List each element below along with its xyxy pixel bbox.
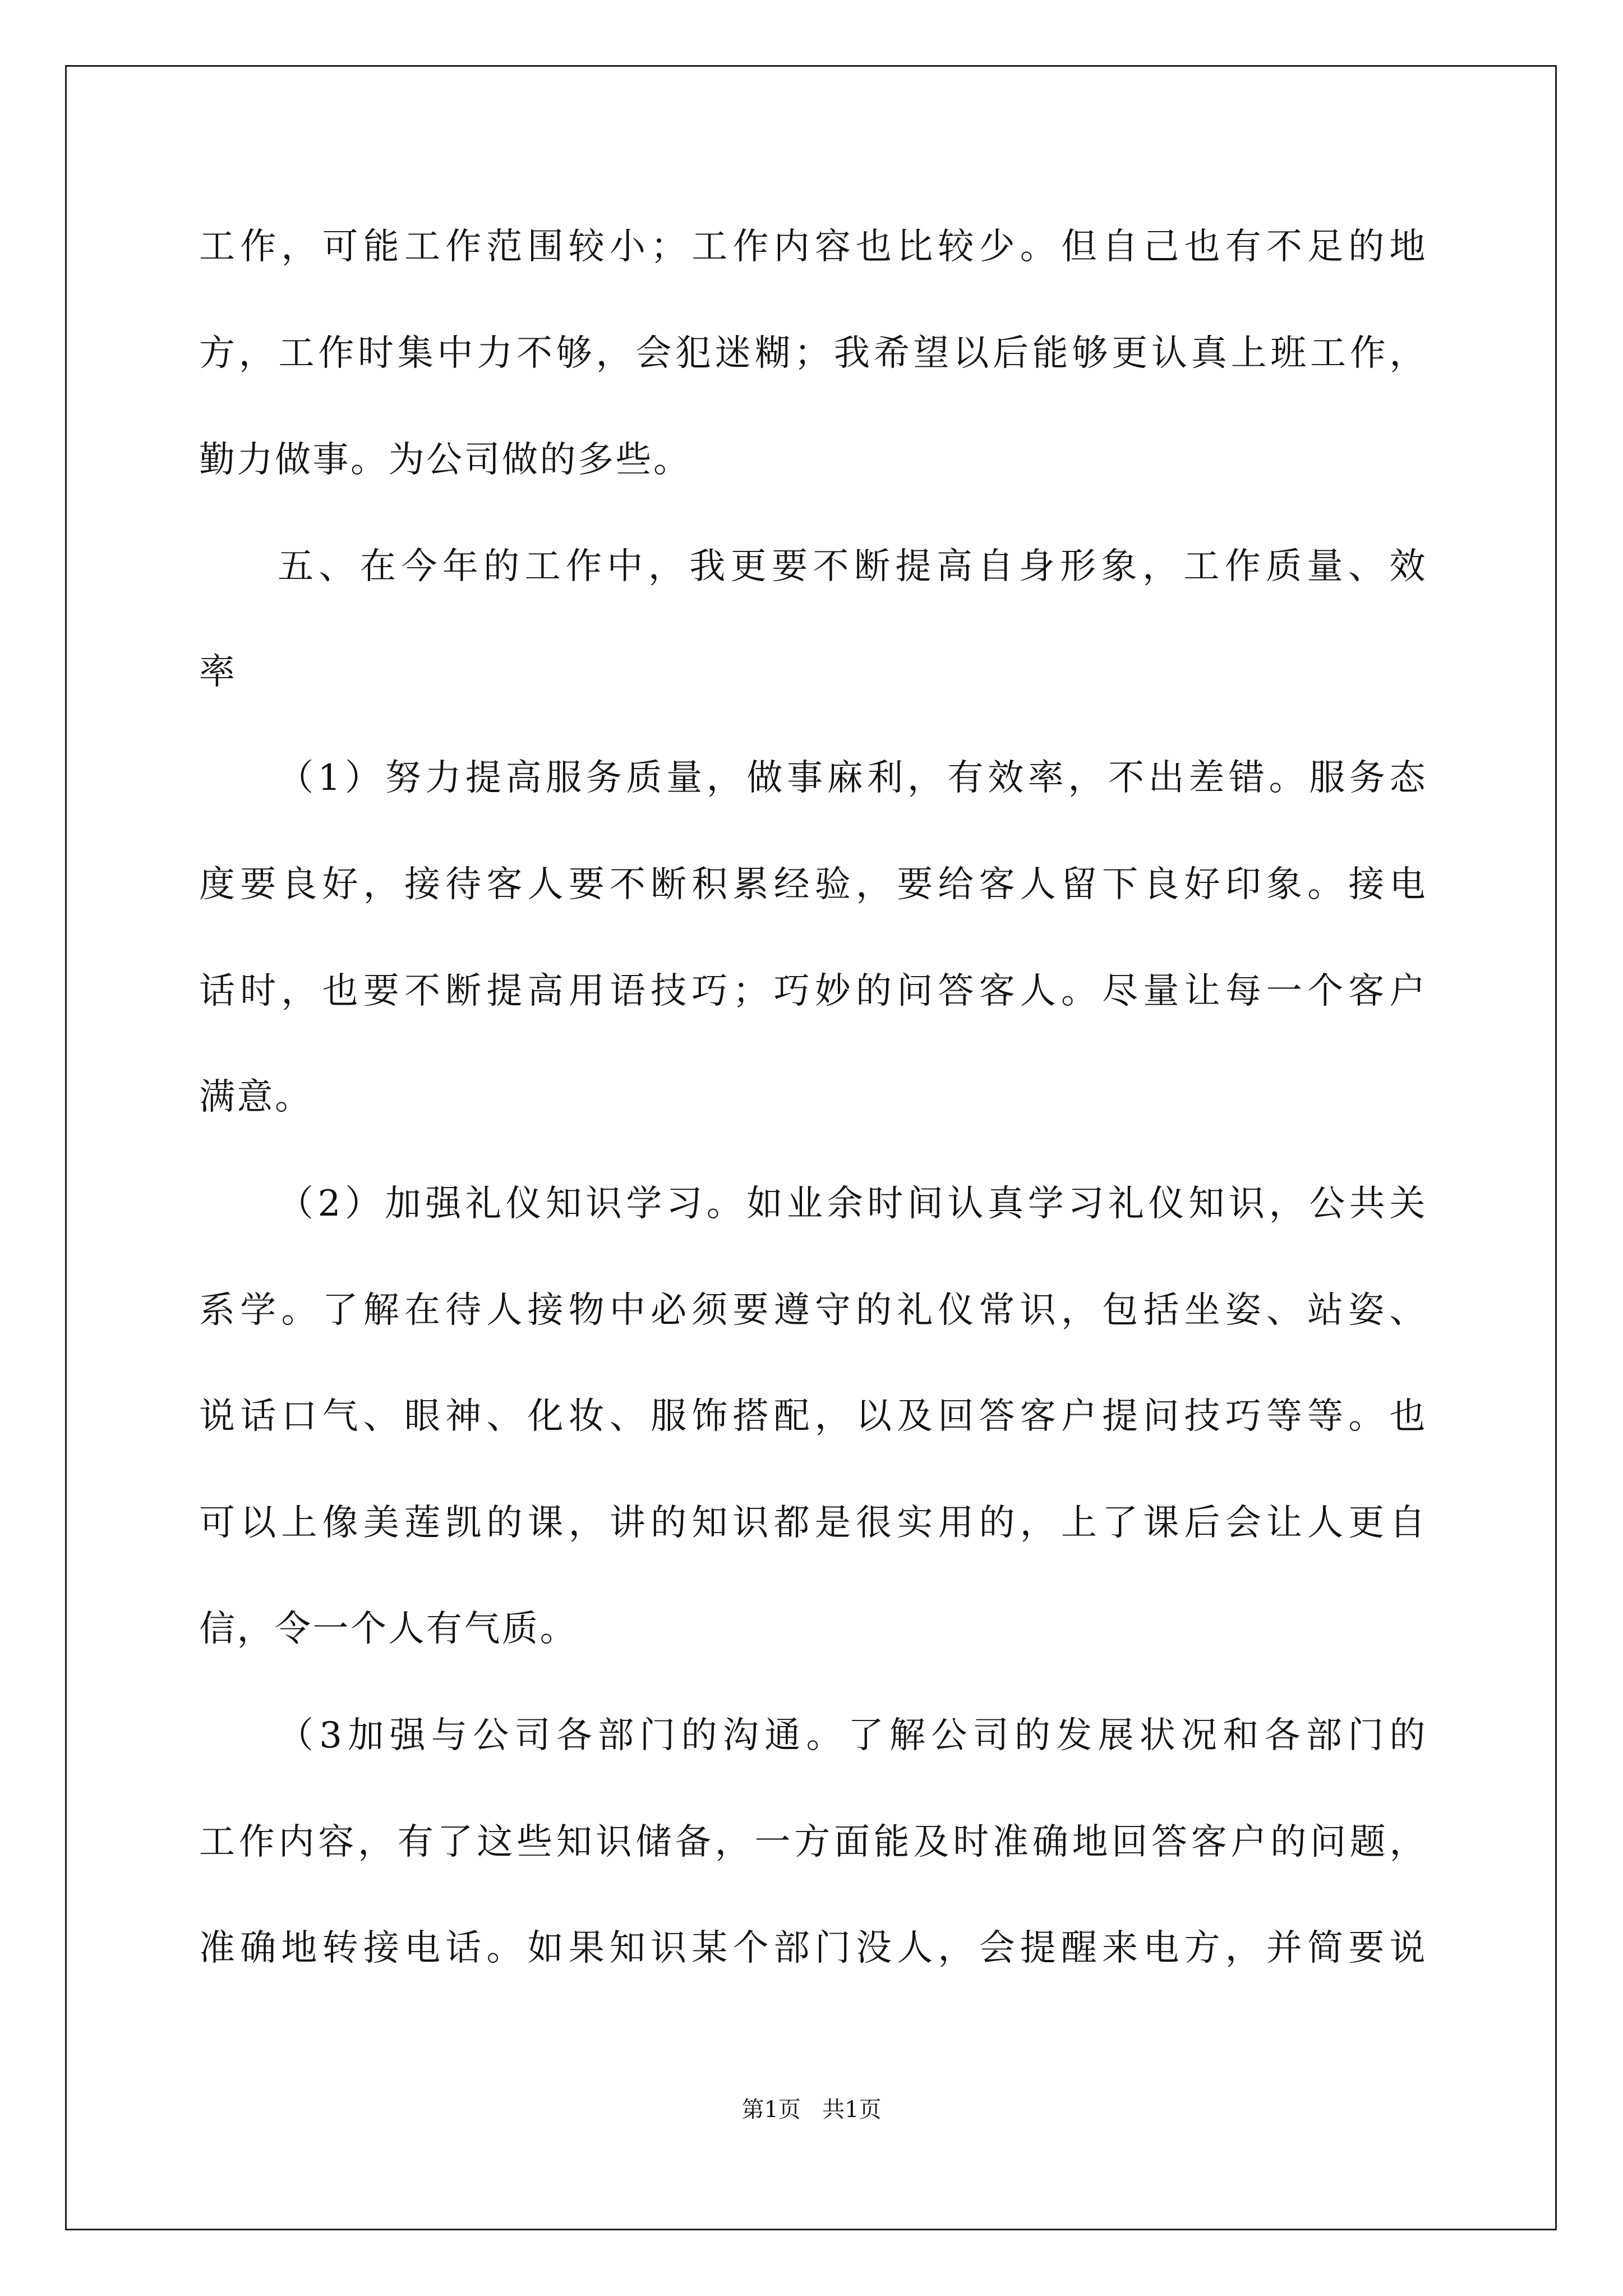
text-line: 满意。 — [199, 1076, 313, 1118]
page-footer — [0, 2095, 1623, 2124]
text-line: 话时，也要不断提高用语技巧；巧妙的问答客人。尽量让每一个客户 — [199, 970, 1427, 1012]
page-total: 共1页 — [822, 2097, 882, 2123]
page-number: 第1页 — [741, 2097, 801, 2123]
text-line: 系学。了解在待人接物中必须要遵守的礼仪常识，包括坐姿、站姿、 — [199, 1290, 1427, 1331]
text-line: 说话口气、眼神、化妆、服饰搭配，以及回答客户提问技巧等等。也 — [199, 1396, 1427, 1437]
text-line: 勤力做事。为公司做的多些。 — [199, 439, 691, 481]
text-line: 工作，可能工作范围较小；工作内容也比较少。但自己也有不足的地 — [199, 226, 1427, 268]
text-line: （3加强与公司各部门的沟通。了解公司的发展状况和各部门的 — [278, 1715, 1427, 1756]
text-line: 五、在今年的工作中，我更要不断提高自身形象，工作质量、效 — [278, 546, 1427, 587]
text-line: 信，令一个人有气质。 — [199, 1608, 578, 1650]
page-border — [65, 65, 1557, 2230]
text-line: 可以上像美莲凯的课，讲的知识都是很实用的，上了课后会让人更自 — [199, 1502, 1427, 1544]
text-line: 方，工作时集中力不够，会犯迷糊；我希望以后能够更认真上班工作， — [199, 333, 1427, 374]
text-line: 度要良好，接待客人要不断积累经验，要给客人留下良好印象。接电 — [199, 864, 1427, 905]
text-line: 准确地转接电话。如果知识某个部门没人，会提醒来电方，并简要说 — [199, 1927, 1427, 1969]
text-line: 工作内容，有了这些知识储备，一方面能及时准确地回答客户的问题， — [199, 1821, 1427, 1863]
text-line: 率 — [199, 651, 237, 693]
text-line: （1）努力提高服务质量，做事麻利，有效率，不出差错。服务态 — [278, 757, 1427, 799]
text-line: （2）加强礼仪知识学习。如业余时间认真学习礼仪知识，公共关 — [278, 1183, 1427, 1225]
